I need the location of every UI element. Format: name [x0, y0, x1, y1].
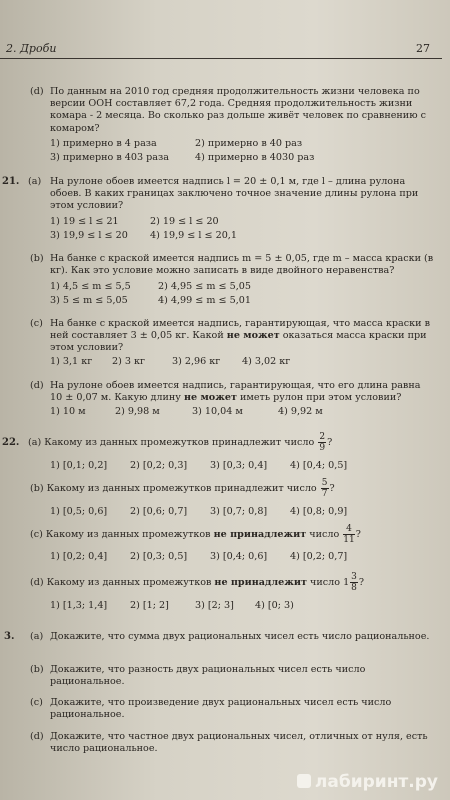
problem-23d-text: Докажите, что частное двух рациональных чисел, отличных от нуля, есть число рациональное. [50, 731, 428, 755]
option: 3) 19,9 ≤ l ≤ 20 [50, 230, 128, 241]
option: 2) 19 ≤ l ≤ 20 [150, 216, 219, 227]
option: 2) [0,3; 0,5] [130, 551, 188, 562]
option: 4) 3,02 кг [242, 356, 291, 367]
problem-number: 21. [2, 176, 20, 187]
problem-21a-text: На рулоне обоев имеется надпись l = 20 ± 0,1 м, где l – длина рулона обоев. В каких границах заключено точное значение длины рулона при этом условии? [50, 176, 419, 212]
item-label: (b) [30, 253, 44, 264]
option: 4) [0,8; 0,9] [290, 506, 348, 517]
problem-22a-text: (a) Какому из данных промежутков принадлежит число $\frac{2}{9}$ ? [28, 432, 333, 453]
option: 1) [0,1; 0,2] [50, 460, 108, 471]
option: 1) 10 м [50, 406, 86, 417]
item-label: (b) [30, 664, 44, 675]
problem-23c-text: Докажите, что произведение двух рациональных чисел есть число рациональное. [50, 697, 392, 721]
option: 1) примерно в 4 раза [50, 138, 157, 149]
option: 1) 3,1 кг [50, 356, 93, 367]
item-label: (c) [30, 697, 43, 708]
option: 3) [0,3; 0,4] [210, 460, 268, 471]
fraction: $\frac{4}{11}$ [343, 524, 355, 545]
option: 3) 2,96 кг [172, 356, 221, 367]
option: 4) примерно в 4030 раз [195, 152, 315, 163]
option: 4) [0,4; 0,5] [290, 460, 348, 471]
option: 2) 4,95 ≤ m ≤ 5,05 [158, 281, 251, 292]
labirint-icon [297, 774, 311, 788]
fraction: $\frac{2}{9}$ [319, 432, 326, 453]
page-number: 27 [416, 42, 430, 55]
option: 1) [1,3; 1,4] [50, 600, 108, 611]
option: 3) [2; 3] [195, 600, 234, 611]
header-rule [0, 58, 442, 59]
option: 3) примерно в 403 раза [50, 152, 169, 163]
option: 4) 19,9 ≤ l ≤ 20,1 [150, 230, 237, 241]
option: 4) [0,2; 0,7] [290, 551, 348, 562]
problem-21c-text: На банке с краской имеется надпись, гарантирующая, что масса краски в ней составляет 3 ± 0,05 кг. Какой не может оказаться масса краски при этом условии? [50, 318, 430, 354]
problem-22b-text: (b) Какому из данных промежутков принадлежит число $\frac{5}{7}$ ? [30, 478, 335, 499]
option: 1) [0,2; 0,4] [50, 551, 108, 562]
item-label: (a) [28, 176, 42, 187]
item-label: (d) [30, 380, 44, 391]
option: 3) 10,04 м [192, 406, 243, 417]
problem-22d-text: (d) Какому из данных промежутков не принадлежит число 1 $\frac{3}{8}$ ? [30, 572, 365, 593]
option: 2) [0,6; 0,7] [130, 506, 188, 517]
problem-22c-text: (c) Какому из данных промежутков не принадлежит число $\frac{4}{11}$ ? [30, 524, 361, 545]
option: 2) [0,2; 0,3] [130, 460, 188, 471]
problem-number: 3. [4, 631, 15, 642]
item-label: (c) [30, 318, 43, 329]
problem-21b-text: На банке с краской имеется надпись m = 5 ± 0,05, где m – масса краски (в кг). Как это условие можно записать в виде двойного неравенства? [50, 253, 434, 277]
option: 3) [0,7; 0,8] [210, 506, 268, 517]
option: 4) 9,92 м [278, 406, 323, 417]
section-title: 2. Дроби [6, 42, 57, 55]
item-label: (a) [30, 631, 44, 642]
problem-23b-text: Докажите, что разность двух рациональных чисел есть число рациональное. [50, 664, 366, 688]
option: 1) 4,5 ≤ m ≤ 5,5 [50, 281, 131, 292]
problem-20d-text: По данным на 2010 год средняя продолжительность жизни человека по версии ООН составляет 67,2 года. Средняя продолжительность жизни комара - 2 месяца. Во сколько раз дольше живёт человек по сравнению с комаром? [50, 86, 426, 134]
option: 2) примерно в 40 раз [195, 138, 303, 149]
option: 2) [1; 2] [130, 600, 169, 611]
problem-23a-text: Докажите, что сумма двух рациональных чисел есть число рациональное. [50, 631, 430, 642]
option: 4) 4,99 ≤ m ≤ 5,01 [158, 295, 251, 306]
item-label: (d) [30, 731, 44, 742]
fraction: $\frac{3}{8}$ [351, 572, 357, 593]
option: 3) [0,4; 0,6] [210, 551, 268, 562]
option: 2) 3 кг [112, 356, 146, 367]
problem-21d-text: На рулоне обоев имеется надпись, гарантирующая, что его длина равна 10 ± 0,07 м. Какую длину не может иметь рулон при этом условии? [50, 380, 421, 404]
option: 2) 9,98 м [115, 406, 160, 417]
option: 4) [0; 3) [255, 600, 294, 611]
option: 1) 19 ≤ l ≤ 21 [50, 216, 119, 227]
fraction: $\frac{5}{7}$ [321, 478, 328, 499]
watermark-logo: лабиринт.ру [297, 772, 438, 792]
problem-number: 22. [2, 437, 20, 448]
item-label: (d) [30, 86, 44, 97]
option: 3) 5 ≤ m ≤ 5,05 [50, 295, 128, 306]
option: 1) [0,5; 0,6] [50, 506, 108, 517]
